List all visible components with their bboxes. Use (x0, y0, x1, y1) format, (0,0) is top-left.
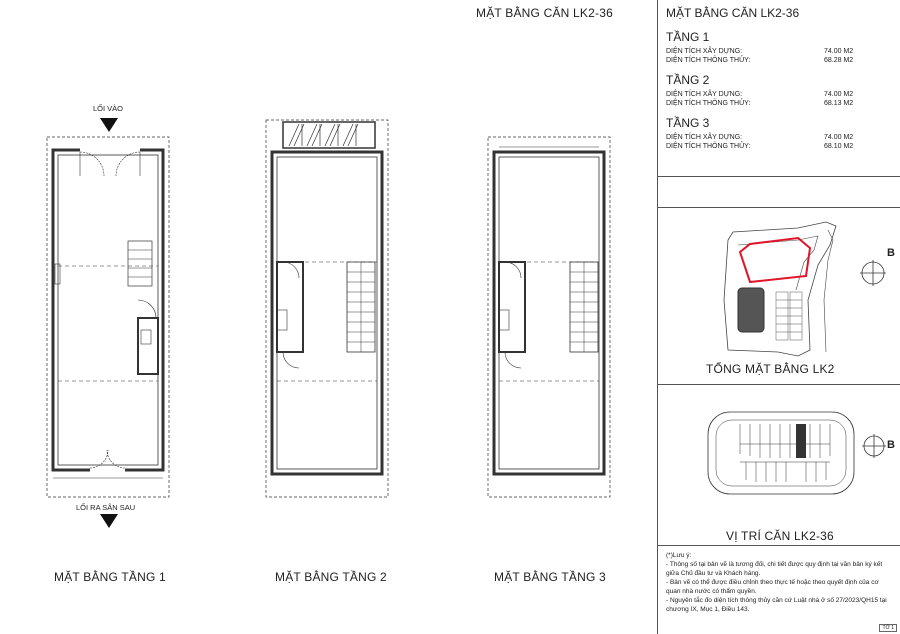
caption-floor-1: MẶT BẰNG TẦNG 1 (54, 570, 166, 584)
info-panel (657, 0, 900, 634)
exit-label: LỐI RA SÂN SAU (76, 503, 136, 512)
panel-title: MẶT BẰNG CĂN LK2-36 (666, 6, 800, 20)
notes (666, 551, 894, 614)
note-line: - Thông số tại bản vẽ là tương đối, chi tiết được quy định tại văn bản ký kết giữa Chủ đầu tư và Khách hàng. (666, 561, 883, 577)
note-line: - Bản vẽ có thể được điều chỉnh theo thực tế hoặc theo quyết định của cơ quan nhà nước có thẩm quyền. (666, 579, 879, 595)
notes-title: (*)Lưu ý: (666, 552, 692, 559)
floor-plan-2 (266, 120, 388, 497)
location-caption: VỊ TRÍ CĂN LK2-36 (726, 529, 834, 543)
entry-arrow-icon (100, 118, 118, 132)
floor-name: TẦNG 1 (666, 30, 710, 44)
entry-label: LỐI VÀO (93, 104, 124, 113)
site-plan-caption: TỔNG MẶT BẰNG LK2 (706, 362, 835, 376)
area-label: DIỆN TÍCH THÔNG THỦY: (666, 57, 751, 64)
area-label: DIỆN TÍCH XÂY DỰNG: (666, 134, 743, 141)
dark-block (738, 288, 764, 332)
floor-plan-3 (488, 137, 610, 497)
area-label: DIỆN TÍCH THÔNG THỦY: (666, 100, 751, 107)
area-label: DIỆN TÍCH THÔNG THỦY: (666, 143, 751, 150)
floor-name: TẦNG 3 (666, 116, 710, 130)
sheet-number: TỜ 1 (879, 624, 897, 632)
area-value: 68.13 M2 (824, 100, 854, 107)
area-value: 74.00 M2 (824, 48, 854, 55)
north-arrow-icon (860, 260, 886, 286)
caption-floor-3: MẶT BẰNG TẦNG 3 (494, 570, 606, 584)
location-plan (708, 412, 854, 494)
area-value: 68.28 M2 (824, 57, 854, 64)
floor-plan-1 (47, 137, 169, 497)
exit-arrow-icon (100, 514, 118, 528)
note-line: - Nguyên tắc đo diện tích thông thủy căn cứ Luật nhà ở số 27/2023/QH15 tại chương IX, Mục 1, Điều 143. (666, 597, 887, 613)
area-value: 74.00 M2 (824, 134, 854, 141)
unit-marker (796, 424, 806, 458)
north-label: B (887, 247, 896, 259)
north-arrow-icon (862, 434, 886, 458)
highlight-block (740, 238, 810, 282)
north-label: B (887, 439, 896, 451)
sheet-title: MẶT BẰNG CĂN LK2-36 (476, 6, 613, 20)
area-label: DIỆN TÍCH XÂY DỰNG: (666, 48, 743, 55)
area-value: 74.00 M2 (824, 91, 854, 98)
caption-floor-2: MẶT BẰNG TẦNG 2 (275, 570, 387, 584)
area-value: 68.10 M2 (824, 143, 854, 150)
area-label: DIỆN TÍCH XÂY DỰNG: (666, 91, 743, 98)
floor-name: TẦNG 2 (666, 73, 710, 87)
